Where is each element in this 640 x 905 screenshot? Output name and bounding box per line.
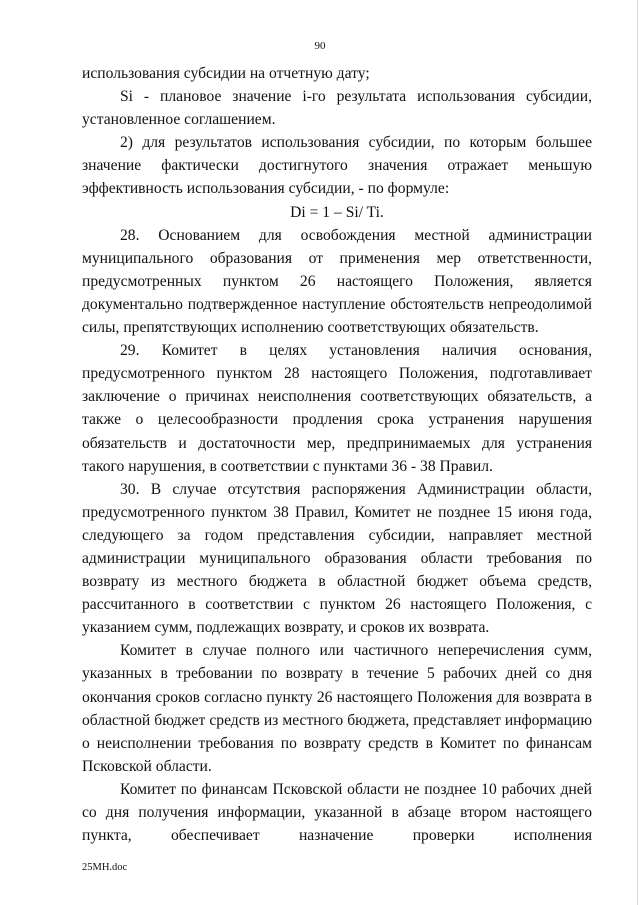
paragraph: Комитет в случае полного или частичного неперечисления сумм, указанных в требовании по возврату в течение 5 рабочих дней со дня окончания сроков согласно пункту 26 настоящего Положения для возврата в областной бюджет средств из местного бюджета, представляет информацию о неисполнении требования по возврату средств в Комитет по финансам Псковской области. [82, 642, 592, 775]
paragraph: использования субсидии на отчетную дату; [82, 65, 370, 82]
document-body [82, 62, 592, 847]
paragraph-item-30: 30. В случае отсутствия распоряжения Администрации области, предусмотренного пунктом 38 Правил, Комитет не позднее 15 июня года, следующего за годом представления субсидии, направляет местной администрации муниципального образования области требования по возврату из местного бюджета в областной бюджет объема средств, рассчитанного в соответствии с пунктом 26 настоящего Положения, с указанием сумм, подлежащих возврату, и сроков их возврата. [82, 480, 592, 637]
page-number: 90 [314, 40, 326, 52]
formula: Di = 1 – Si/ Ti. [290, 203, 384, 221]
paragraph-item-28: 28. Основанием для освобождения местной администрации муниципального образования от применения мер ответственности, предусмотренных пунктом 26 настоящего Положения, является документально подтвержденное наступление обстоятельств непреодолимой силы, препятствующих исполнению соответствующих обязательств. [82, 226, 592, 337]
paragraph: 2) для результатов использования субсидии, по которым большее значение фактически достигнутого значения отражает меньшую эффективность использования субсидии, - по формуле: [82, 134, 592, 198]
scan-edge-line [637, 0, 638, 905]
paragraph-continued: Комитет по финансам Псковской области не позднее 10 рабочих дней со дня получения информации, указанной в абзаце втором настоящего пункта, обеспечивает назначение проверки исполнения [82, 780, 592, 845]
file-name-footer: 25МН.doc [82, 862, 128, 873]
paragraph: Si - плановое значение i-го результата использования субсидии, установленное соглашением. [82, 88, 592, 129]
paragraph-item-29: 29. Комитет в целях установления наличия основания, предусмотренного пунктом 28 настоящего Положения, подготавливает заключение о причинах неисполнения соответствующих обязательств, а также о целесообразности продления срока устранения нарушения обязательств и достаточности мер, предпринимаемых для устранения такого нарушения, в соответствии с пунктами 36 - 38 Правил. [82, 342, 592, 475]
